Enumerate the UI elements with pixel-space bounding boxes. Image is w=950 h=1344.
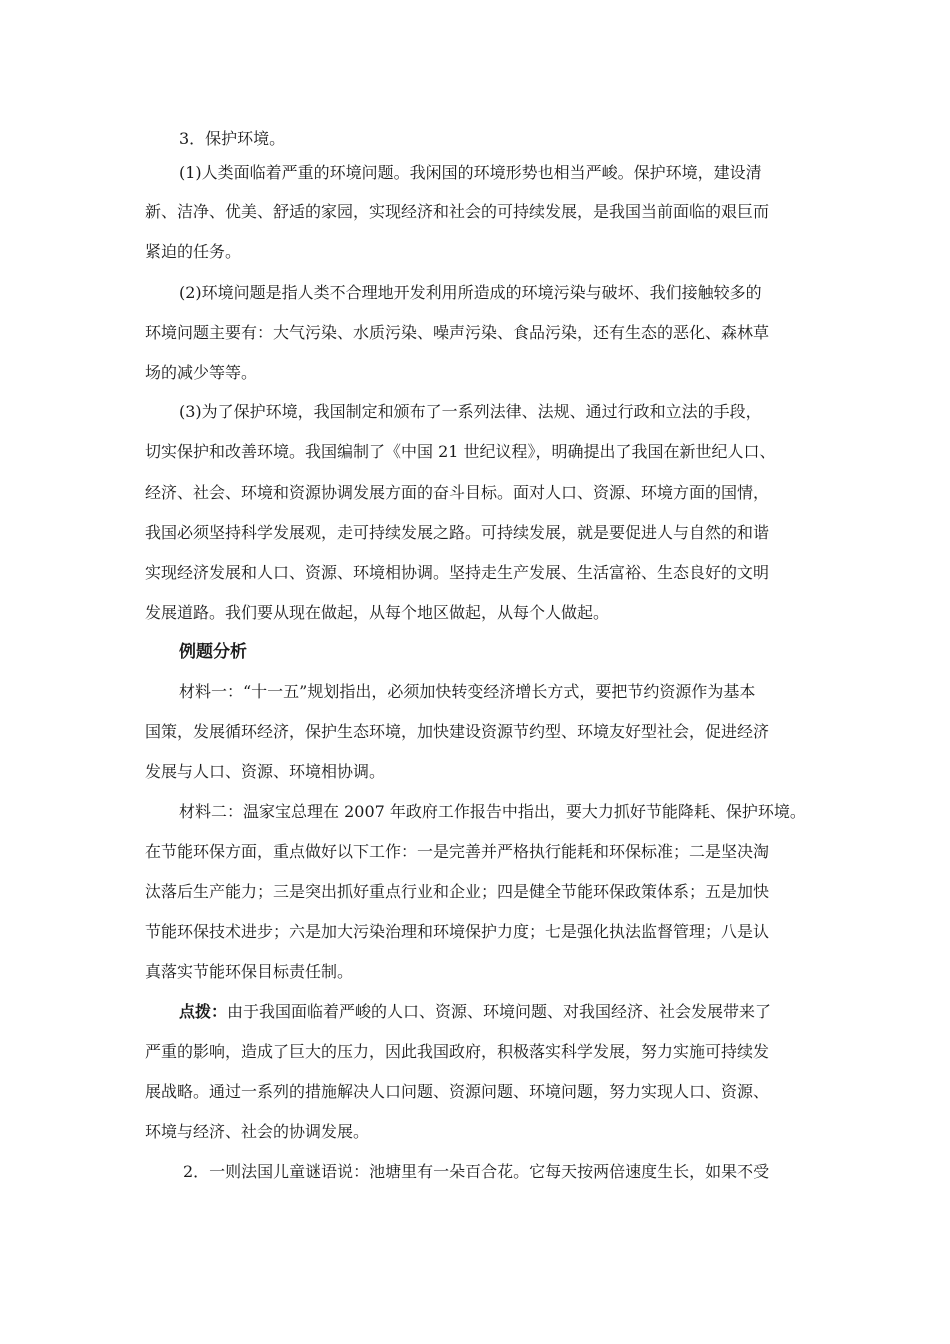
paragraph-2-line-1: (2)环境问题是指人类不合理地开发利用所造成的环境污染与破坏、我们接触较多的 (179, 283, 762, 302)
material-1-line-2: 国策，发展循环经济，保护生态环境，加快建设资源节约型、环境友好型社会，促进经济 (145, 722, 770, 741)
hint-line-1 (179, 1000, 771, 1024)
material-2-line-5: 真落实节能环保目标责任制。 (145, 962, 354, 981)
section-title: 3．保护环境。 (179, 129, 286, 148)
material-1-line-1: 材料一：“十一五”规划指出，必须加快转变经济增长方式，要把节约资源作为基本 (179, 682, 756, 701)
paragraph-3-line-4: 我国必须坚持科学发展观，走可持续发展之路。可持续发展，就是要促进人与自然的和谐 (145, 523, 770, 542)
paragraph-1-line-2: 新、洁净、优美、舒适的家园，实现经济和社会的可持续发展，是我国当前面临的艰巨而 (145, 202, 770, 221)
hint-line-3: 展战略。通过一系列的措施解决人口问题、资源问题、环境问题，努力实现人口、资源、 (145, 1082, 770, 1101)
material-1-line-3: 发展与人口、资源、环境相协调。 (145, 762, 386, 781)
paragraph-3-line-5: 实现经济发展和人口、资源、环境相协调。坚持走生产发展、生活富裕、生态良好的文明 (145, 563, 770, 582)
hint-line-4: 环境与经济、社会的协调发展。 (145, 1122, 370, 1141)
material-2-line-1: 材料二：温家宝总理在 2007 年政府工作报告中指出，要大力抓好节能降耗、保护环境。 (179, 802, 806, 821)
material-2-line-3: 汰落后生产能力；三是突出抓好重点行业和企业；四是健全节能环保政策体系；五是加快 (145, 882, 770, 901)
hint-line-2: 严重的影响，造成了巨大的压力，因此我国政府，积极落实科学发展，努力实施可持续发 (145, 1042, 770, 1061)
material-2-line-2: 在节能环保方面，重点做好以下工作：一是完善并严格执行能耗和环保标准；二是坚决淘 (145, 842, 770, 861)
paragraph-3-line-3: 经济、社会、环境和资源协调发展方面的奋斗目标。面对人口、资源、环境方面的国情， (145, 483, 770, 502)
hint-text: 由于我国面临着严峻的人口、资源、环境问题、对我国经济、社会发展带来了 (227, 1002, 772, 1021)
paragraph-1-line-3: 紧迫的任务。 (145, 242, 242, 261)
paragraph-2-line-3: 场的减少等等。 (145, 363, 258, 382)
example-heading: 例题分析 (179, 642, 247, 662)
material-2-line-4: 节能环保技术进步；六是加大污染治理和环境保护力度；七是强化执法监督管理；八是认 (145, 922, 770, 941)
paragraph-3-line-1: (3)为了保护环境，我国制定和颁布了一系列法律、法规、通过行政和立法的手段， (179, 402, 762, 421)
question-2-line-1: 2．一则法国儿童谜语说：池塘里有一朵百合花。它每天按两倍速度生长，如果不受 (183, 1162, 770, 1181)
paragraph-3-line-2: 切实保护和改善环境。我国编制了《中国 21 世纪议程》，明确提出了我国在新世纪人口、 (145, 442, 776, 461)
paragraph-3-line-6: 发展道路。我们要从现在做起，从每个地区做起，从每个人做起。 (145, 603, 610, 622)
paragraph-1-line-1: (1)人类面临着严重的环境问题。我闲国的环境形势也相当严峻。保护环境，建设清 (179, 163, 762, 182)
paragraph-2-line-2: 环境问题主要有：大气污染、水质污染、噪声污染、食品污染，还有生态的恶化、森林草 (145, 323, 770, 342)
hint-label: 点拨： (179, 1002, 228, 1021)
